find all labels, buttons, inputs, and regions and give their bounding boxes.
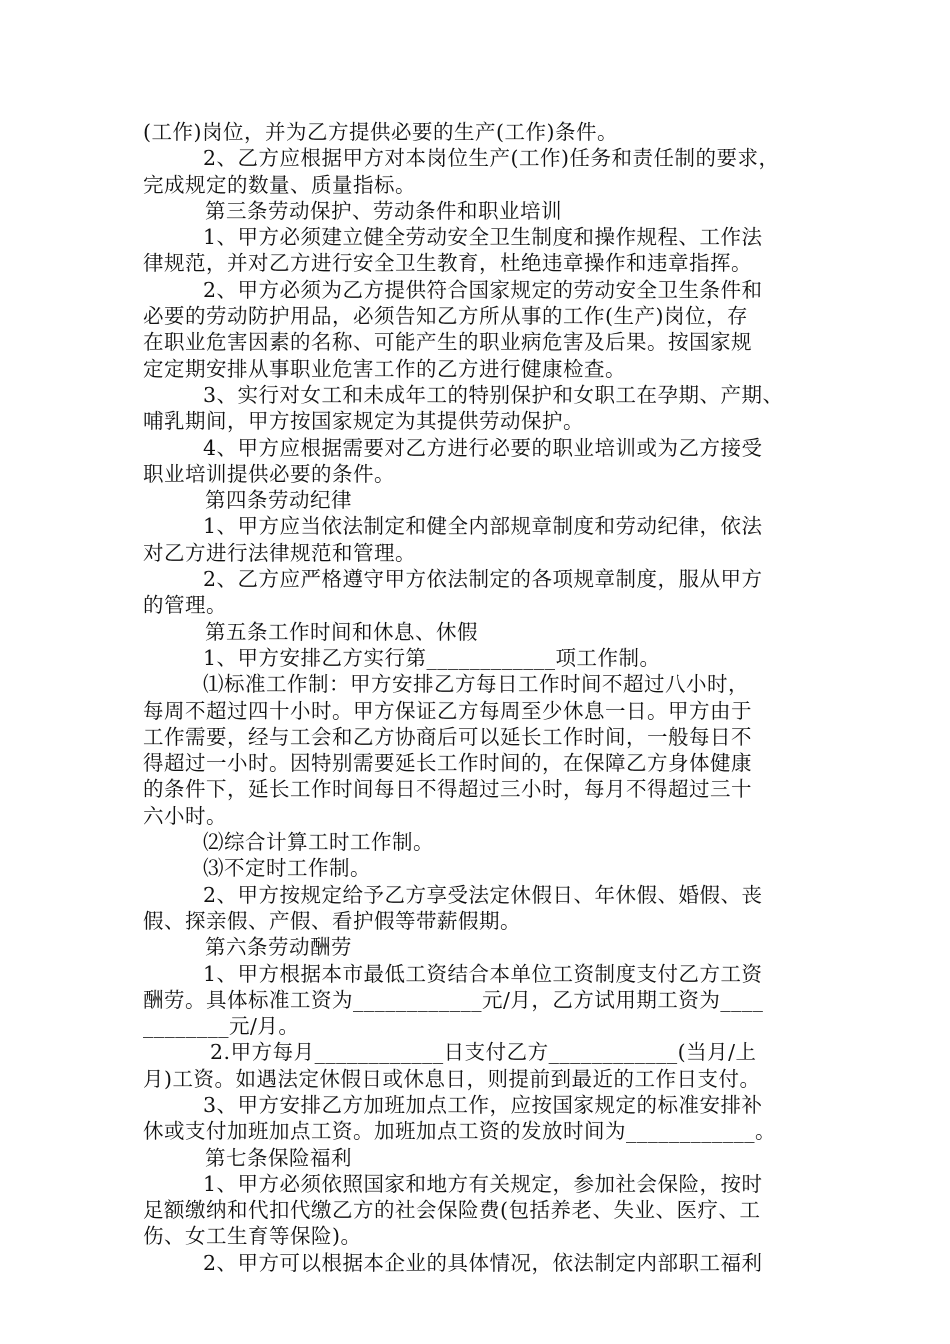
text-line: 哺乳期间，甲方按国家规定为其提供劳动保护。 xyxy=(143,409,584,434)
text-line: 2、甲方必须为乙方提供符合国家规定的劳动安全卫生条件和 xyxy=(203,277,763,302)
section-heading: 第四条劳动纪律 xyxy=(205,488,352,513)
text-line: 1、甲方安排乙方实行第____________项工作制。 xyxy=(203,645,661,670)
text-line: ⑴标准工作制：甲方安排乙方每日工作时间不超过八小时， xyxy=(203,672,749,697)
text-line: 完成规定的数量、质量指标。 xyxy=(143,172,416,197)
section-heading: 第三条劳动保护、劳动条件和职业培训 xyxy=(205,198,562,223)
text-line: 2、乙方应严格遵守甲方依法制定的各项规章制度，服从甲方 xyxy=(203,567,763,592)
section-heading: 第七条保险福利 xyxy=(205,1145,352,1170)
text-line: 在职业危害因素的名称、可能产生的职业病危害及后果。按国家规 xyxy=(143,330,752,355)
text-line: 定定期安排从事职业危害工作的乙方进行健康检查。 xyxy=(143,356,626,381)
text-line: 职业培训提供必要的条件。 xyxy=(143,461,395,486)
text-line: 2、甲方可以根据本企业的具体情况，依法制定内部职工福利 xyxy=(203,1250,763,1275)
text-line: ⑵综合计算工时工作制。 xyxy=(203,830,434,855)
text-line: 2、乙方应根据甲方对本岗位生产(工作)任务和责任制的要求， xyxy=(203,146,780,171)
text-line: 对乙方进行法律规范和管理。 xyxy=(143,540,416,565)
text-line: 3、实行对女工和未成年工的特别保护和女职工在孕期、产期、 xyxy=(203,382,784,407)
text-line: 律规范，并对乙方进行安全卫生教育，杜绝违章操作和违章指挥。 xyxy=(143,251,752,276)
section-heading: 第六条劳动酬劳 xyxy=(205,935,352,960)
text-line: 的管理。 xyxy=(143,593,227,618)
text-line: 4、甲方应根据需要对乙方进行必要的职业培训或为乙方接受 xyxy=(203,435,763,460)
section-heading: 第五条工作时间和休息、休假 xyxy=(205,619,478,644)
text-line: 1、甲方根据本市最低工资结合本单位工资制度支付乙方工资 xyxy=(203,961,763,986)
text-line: 月)工资。如遇法定休假日或休息日，则提前到最近的工作日支付。 xyxy=(143,1066,761,1091)
text-line: 1、甲方应当依法制定和健全内部规章制度和劳动纪律，依法 xyxy=(203,514,763,539)
text-line: 酬劳。具体标准工资为____________元/月，乙方试用期工资为____ xyxy=(143,987,764,1012)
text-line: 工作需要，经与工会和乙方协商后可以延长工作时间，一般每日不 xyxy=(143,724,752,749)
text-line: 2.甲方每月____________日支付乙方____________(当月/上 xyxy=(203,1040,757,1065)
text-line: ⑶不定时工作制。 xyxy=(203,856,371,881)
text-line: 六小时。 xyxy=(143,803,227,828)
text-line: 3、甲方安排乙方加班加点工作，应按国家规定的标准安排补 xyxy=(203,1092,763,1117)
text-line: 足额缴纳和代扣代缴乙方的社会保险费(包括养老、失业、医疗、工 xyxy=(143,1198,761,1223)
text-line: 伤、女工生育等保险)。 xyxy=(143,1224,362,1249)
text-line: 1、甲方必须建立健全劳动安全卫生制度和操作规程、工作法 xyxy=(203,225,763,250)
text-line: 1、甲方必须依照国家和地方有关规定，参加社会保险，按时 xyxy=(203,1171,763,1196)
text-line: 休或支付加班加点工资。加班加点工资的发放时间为____________。 xyxy=(143,1119,776,1144)
text-line: 得超过一小时。因特别需要延长工作时间的，在保障乙方身体健康 xyxy=(143,751,752,776)
text-line: (工作)岗位，并为乙方提供必要的生产(工作)条件。 xyxy=(143,120,618,144)
text-line: 必要的劳动防护用品，必须告知乙方所从事的工作(生产)岗位，存 xyxy=(143,304,748,329)
text-line: 2、甲方按规定给予乙方享受法定休假日、年休假、婚假、丧 xyxy=(203,882,763,907)
text-line: 的条件下，延长工作时间每日不得超过三小时，每月不得超过三十 xyxy=(143,777,752,802)
text-line: ________元/月。 xyxy=(143,1014,300,1039)
document-body xyxy=(143,119,813,1276)
text-line: 假、探亲假、产假、看护假等带薪假期。 xyxy=(143,908,521,933)
text-line: 每周不超过四十小时。甲方保证乙方每周至少休息一日。甲方由于 xyxy=(143,698,752,723)
